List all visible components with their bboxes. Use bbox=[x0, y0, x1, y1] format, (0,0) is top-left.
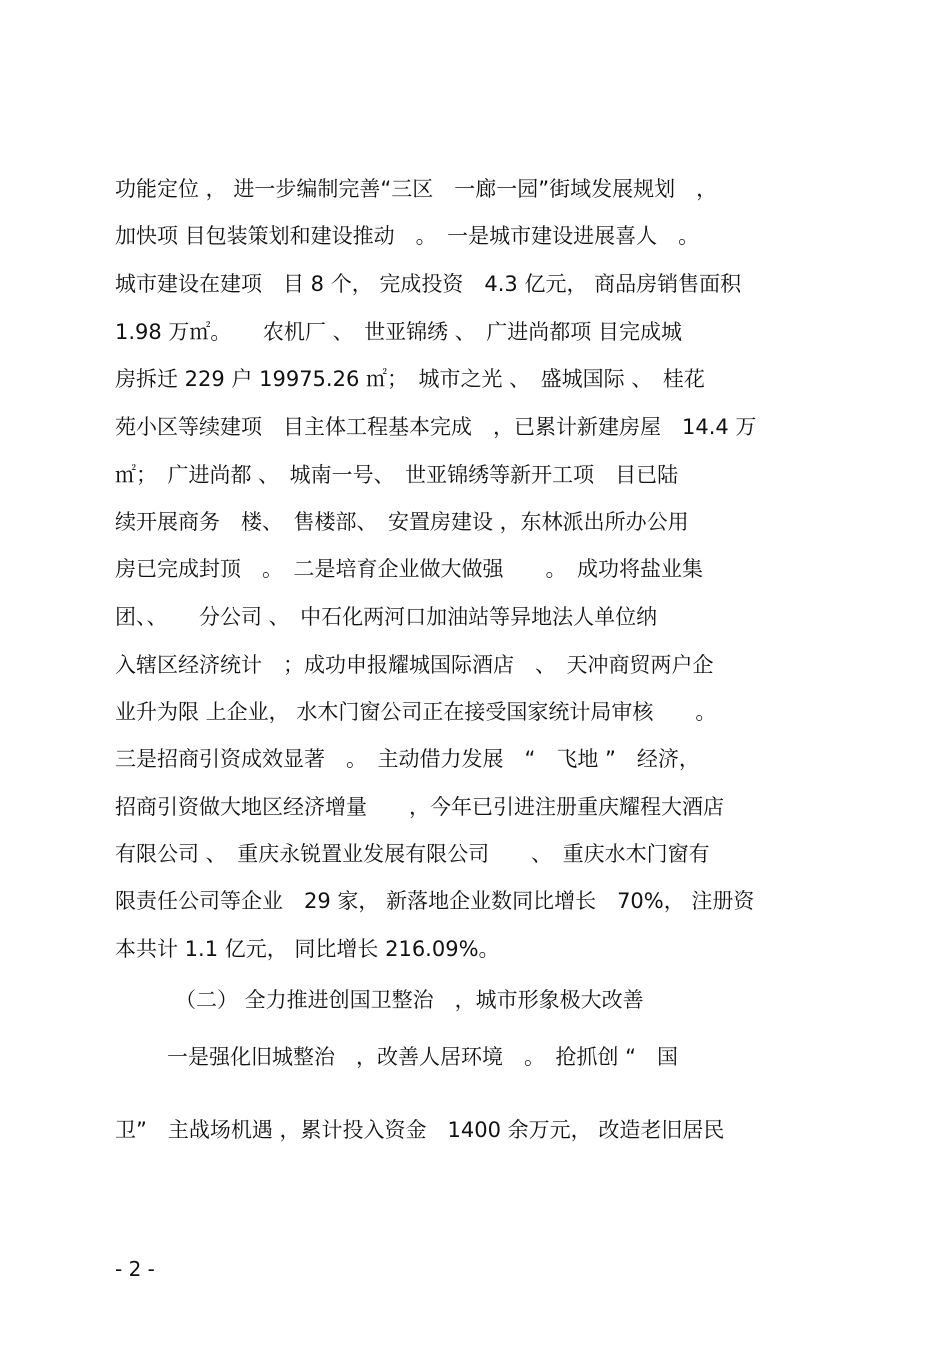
text-line: 招商引资做大地区经济增量 ，今年已引进注册重庆耀程大酒店 bbox=[115, 795, 724, 819]
text-line: 房已完成封顶 。 二是培育企业做大做强 。 成功将盐业集 bbox=[115, 557, 703, 581]
text-line: 团、、 分公司 、 中石化两河口加油站等异地法人单位纳 bbox=[115, 605, 658, 629]
text-line: 有限公司 、 重庆永锐置业发展有限公司 、 重庆水木门窗有 bbox=[115, 842, 710, 866]
text-line: 三是招商引资成效显著 。 主动借力发展 “ 飞地 ” 经济， bbox=[115, 747, 700, 771]
text-line: ㎡； 广进尚都 、 城南一号、 世亚锦绣等新开工项 目已陆 bbox=[115, 463, 679, 487]
text-line: 本共计 1.1 亿元， 同比增长 216.09%。 bbox=[115, 937, 500, 961]
page-number: - 2 - bbox=[115, 1257, 155, 1281]
text-line: 卫” 主战场机遇 ，累计投入资金 1400 余万元， 改造老旧居民 bbox=[115, 1118, 725, 1142]
text-line: 入辖区经济统计 ；成功申报耀城国际酒店 、 天冲商贸两户企 bbox=[115, 653, 714, 677]
text-line: 苑小区等续建项 目主体工程基本完成 ，已累计新建房屋 14.4 万 bbox=[115, 415, 757, 439]
text-line: 续开展商务 楼、 售楼部、 安置房建设 ，东林派出所办公用 bbox=[115, 510, 689, 534]
section-heading: （二） 全力推进创国卫整治 ，城市形象极大改善 bbox=[175, 988, 644, 1012]
text-line: 功能定位 ， 进一步编制完善“三区 一廊一园”街域发展规划 ， bbox=[115, 177, 718, 201]
text-line: 一是强化旧城整治 ，改善人居环境 。 抢抓创 “ 国 bbox=[167, 1045, 679, 1069]
text-line: 加快项 目包装策划和建设推动 。 一是城市建设进展喜人 。 bbox=[115, 224, 700, 248]
text-line: 限责任公司等企业 29 家， 新落地企业数同比增长 70%， 注册资 bbox=[115, 889, 755, 913]
text-line: 房拆迁 229 户 19975.26 ㎡； 城市之光 、 盛城国际 、 桂花 bbox=[115, 367, 705, 391]
text-line: 业升为限 上企业， 水木门窗公司正在接受国家统计局审核 。 bbox=[115, 700, 717, 724]
text-line: 1.98 万㎡。 农机厂 、 世亚锦绣 、 广进尚都项 目完成城 bbox=[115, 320, 682, 344]
text-line: 城市建设在建项 目 8 个， 完成投资 4.3 亿元， 商品房销售面积 bbox=[115, 272, 742, 296]
